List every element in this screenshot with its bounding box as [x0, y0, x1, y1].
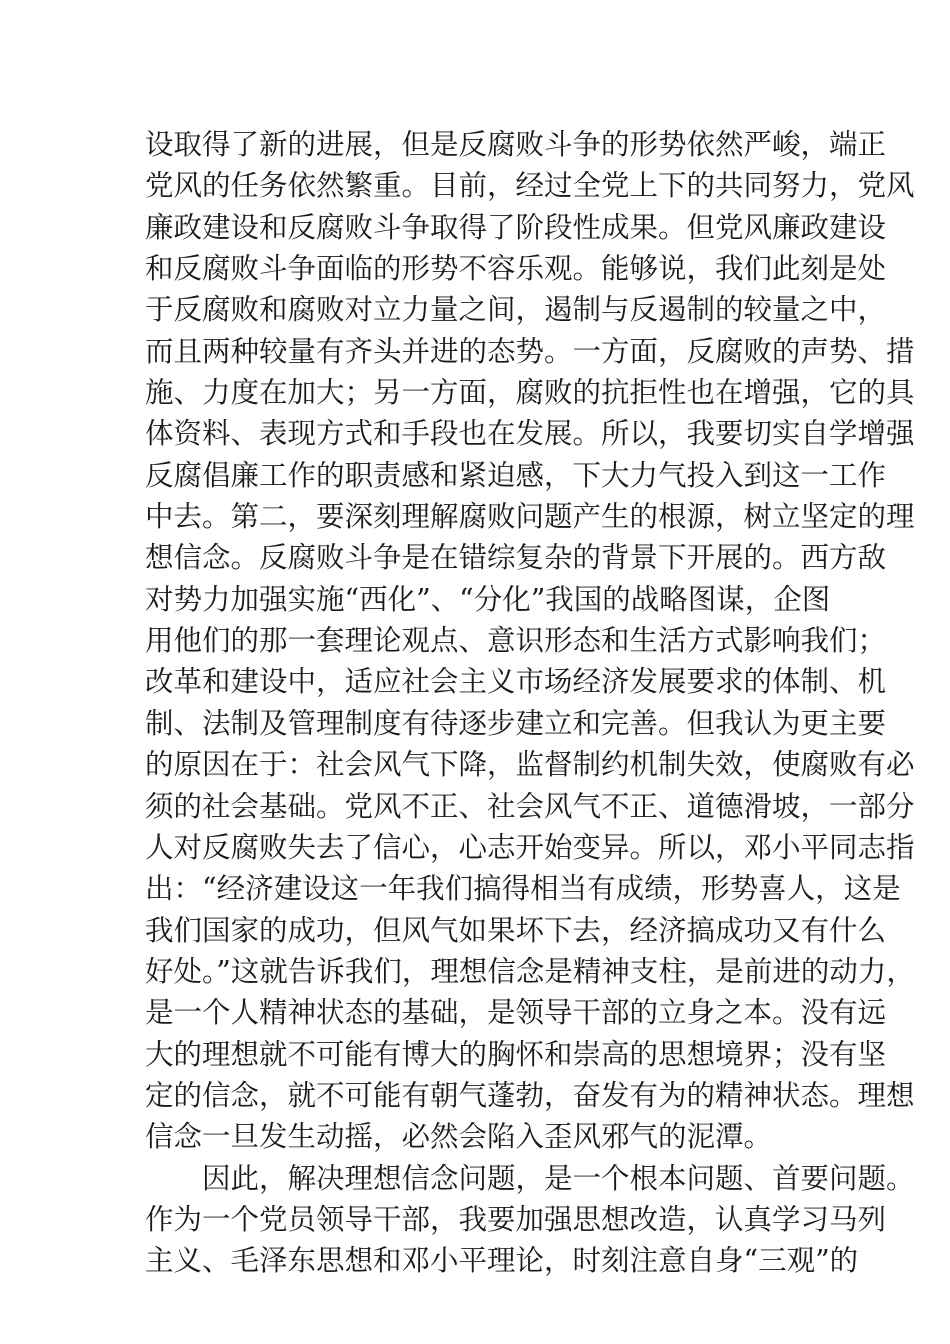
text-line: 人对反腐败失去了信心，心志开始变异。所以，邓小平同志指	[145, 830, 915, 864]
text-line: 廉政建设和反腐败斗争取得了阶段性成果。但党风廉政建设	[145, 210, 887, 244]
text-line: 主义、毛泽东思想和邓小平理论，时刻注意自身“三观”的	[145, 1244, 859, 1278]
text-line: 出：“经济建设这一年我们搞得相当有成绩，形势喜人，这是	[145, 872, 901, 906]
text-line: 的原因在于：社会风气下降，监督制约机制失效，使腐败有必	[145, 748, 915, 782]
text-line: 我们国家的成功，但风气如果坏下去，经济搞成功又有什么	[145, 913, 887, 947]
text-line: 设取得了新的进展，但是反腐败斗争的形势依然严峻，端正	[145, 128, 887, 161]
text-line: 制、法制及管理制度有待逐步建立和完善。但我认为更主要	[145, 706, 887, 740]
text-line: 于反腐败和腐败对立力量之间，遏制与反遏制的较量之中，	[145, 293, 887, 327]
text-line: 改革和建设中，适应社会主义市场经济发展要求的体制、机	[145, 665, 887, 699]
text-line: 好处。”这就告诉我们，理想信念是精神支柱，是前进的动力，	[145, 954, 915, 988]
text-line: 对势力加强实施“西化”、“分化”我国的战略图谋，企图	[145, 582, 831, 616]
text-line: 信念一旦发生动摇，必然会陷入歪风邪气的泥潭。	[145, 1120, 773, 1154]
text-line: 和反腐败斗争面临的形势不容乐观。能够说，我们此刻是处	[145, 252, 887, 286]
text-line: 党风的任务依然繁重。目前，经过全党上下的共同努力，党风	[145, 169, 915, 203]
text-line: 定的信念，就不可能有朝气蓬勃，奋发有为的精神状态。理想	[145, 1078, 915, 1112]
text-line: 中去。第二，要深刻理解腐败问题产生的根源，树立坚定的理	[145, 500, 915, 534]
text-line: 作为一个党员领导干部，我要加强思想改造，认真学习马列	[145, 1202, 887, 1236]
text-line: 反腐倡廉工作的职责感和紧迫感，下大力气投入到这一工作	[145, 458, 887, 492]
paragraph-start-line: 因此，解决理想信念问题，是一个根本问题、首要问题。	[202, 1161, 915, 1195]
text-line: 想信念。反腐败斗争是在错综复杂的背景下开展的。西方敌	[145, 541, 887, 575]
text-line: 体资料、表现方式和手段也在发展。所以，我要切实自学增强	[145, 417, 915, 451]
text-line: 施、力度在加大；另一方面，腐败的抗拒性也在增强，它的具	[145, 376, 915, 410]
text-line: 用他们的那一套理论观点、意识形态和生活方式影响我们；	[145, 624, 887, 658]
text-line: 是一个人精神状态的基础，是领导干部的立身之本。没有远	[145, 996, 887, 1030]
body-text	[145, 124, 915, 1282]
text-line: 而且两种较量有齐头并进的态势。一方面，反腐败的声势、措	[145, 334, 915, 368]
text-line: 大的理想就不可能有博大的胸怀和崇高的思想境界；没有坚	[145, 1037, 887, 1071]
text-line: 须的社会基础。党风不正、社会风气不正、道德滑坡，一部分	[145, 789, 915, 823]
